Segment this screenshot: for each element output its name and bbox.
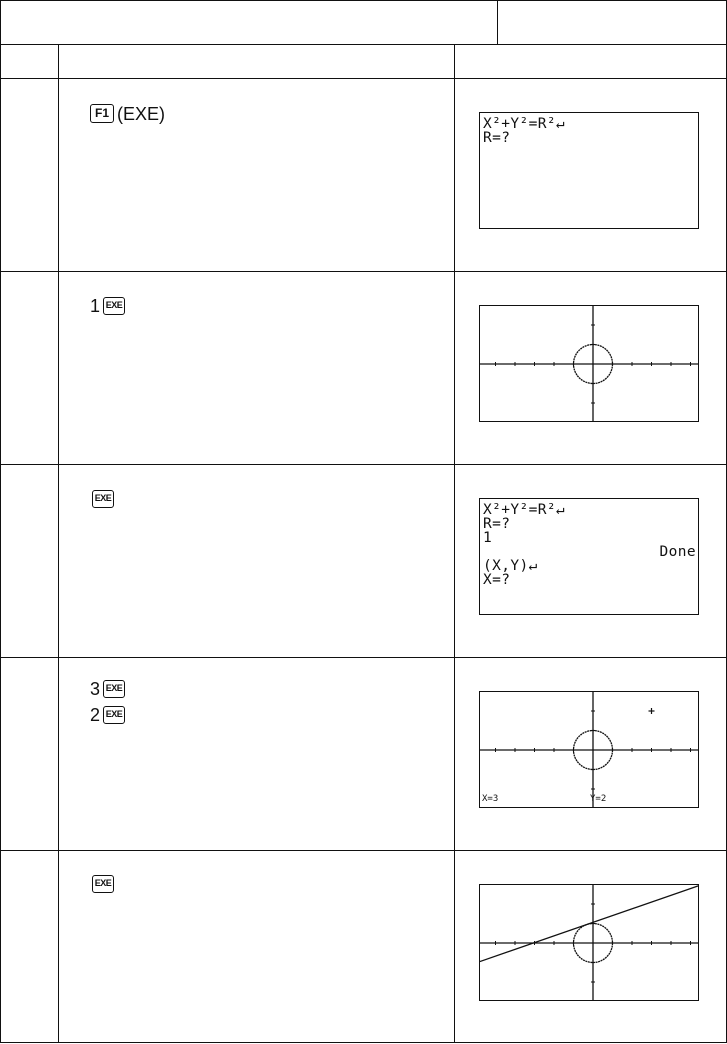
graph-canvas [480, 885, 699, 1001]
digit-key[interactable]: 2 [90, 705, 101, 725]
graph-canvas [480, 692, 699, 808]
f1-key[interactable]: F1 [90, 104, 114, 123]
table-left-border [0, 0, 1, 1043]
calculator-screen-step-1 [479, 112, 699, 229]
table-top-border [0, 0, 727, 1]
step-3-keys [92, 490, 114, 508]
screen-line: (X,Y)↵ [483, 558, 538, 574]
screen-line: X²+Y²=R²↵ [483, 502, 566, 518]
exe-key[interactable]: EXE [103, 297, 125, 315]
graph-screen-step-5 [479, 884, 699, 1001]
screen-done: Done [659, 544, 696, 560]
calculator-screen-step-3 [479, 498, 699, 615]
row-4-bottom-border [0, 850, 727, 851]
step-2-keys [90, 297, 125, 315]
digit-key[interactable]: 3 [90, 679, 101, 699]
row-2-bottom-border [0, 464, 727, 465]
row-3-bottom-border [0, 657, 727, 658]
exe-key[interactable]: EXE [103, 706, 125, 724]
graph-screen-step-2 [479, 305, 699, 422]
graph-canvas [480, 306, 699, 422]
table-bottom-border [0, 1042, 727, 1043]
screen-line: R=? [483, 130, 511, 146]
screen-line: X=? [483, 572, 511, 588]
screen-line: R=? [483, 516, 511, 532]
graph-screen-step-4 [479, 691, 699, 808]
screen-line: 1 [483, 530, 493, 546]
column-header-bottom-border [0, 78, 727, 79]
step-4-keys-row-2 [90, 706, 125, 724]
screen-line: X²+Y²=R²↵ [483, 116, 566, 132]
header-divider [497, 0, 498, 44]
exe-key[interactable]: EXE [103, 680, 125, 698]
f1-key-function: (EXE) [117, 103, 166, 124]
x-coordinate-readout: X=3 [482, 794, 499, 804]
y-coordinate-readout: Y=2 [590, 794, 607, 804]
step-column-divider [58, 44, 59, 1043]
digit-key[interactable]: 1 [90, 296, 101, 316]
step-5-keys [92, 875, 114, 893]
row-1-bottom-border [0, 271, 727, 272]
header-bottom-border [0, 44, 727, 45]
exe-key[interactable]: EXE [92, 490, 114, 508]
step-1-keys [90, 104, 165, 123]
keys-column-divider [454, 44, 455, 1043]
exe-key[interactable]: EXE [92, 875, 114, 893]
tangent-line [480, 885, 699, 961]
step-4-keys-row-1 [90, 680, 125, 698]
